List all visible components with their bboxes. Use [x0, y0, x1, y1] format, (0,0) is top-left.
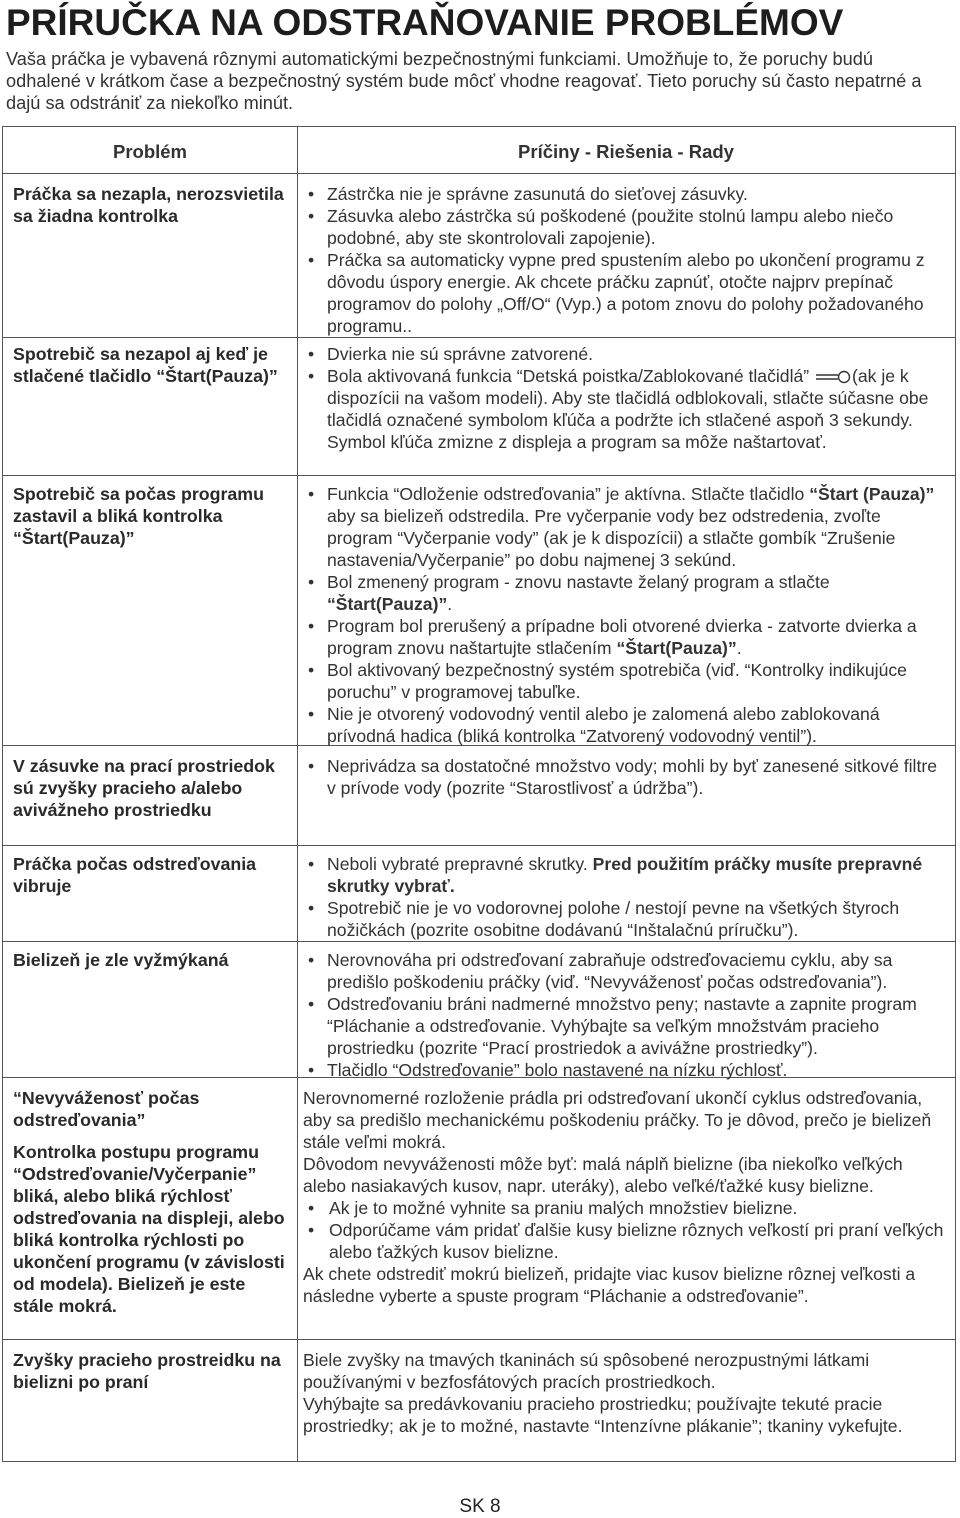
- list-item-text: Program bol prerušený a prípadne boli otvorené dvierka - zatvorte dvierka a program znovu naštartujte stlačením: [327, 616, 917, 658]
- list-item: [303, 365, 948, 453]
- paragraph: Ak chete odstrediť mokrú bielizeň, pridajte viac kusov bielizne rôznej veľkosti a následne vyberte a spuste program “Pláchanie a odstreďovanie”.: [303, 1264, 916, 1306]
- solution-cell: [303, 755, 948, 799]
- list-item: [303, 615, 948, 659]
- solution-cell: [303, 1087, 948, 1307]
- problem-cell: Spotrebič sa nezapol aj keď je stlačené tlačidlo “Štart(Pauza)”: [13, 344, 278, 386]
- problem-cell: [13, 1087, 289, 1317]
- row-divider: [3, 337, 955, 338]
- page-title: PRÍRUČKA NA ODSTRAŇOVANIE PROBLÉMOV: [6, 2, 844, 43]
- list-item-text: .: [447, 594, 453, 614]
- list-item: • Neprivádza sa dostatočné množstvo vody; mohli by byť zanesené sitkové filtre v prívode vody (pozrite “Starostlivosť a údržba”).: [303, 755, 948, 799]
- problem-cell: Spotrebič sa počas programu zastavil a bliká kontrolka “Štart(Pauza)”: [13, 484, 264, 548]
- solution-cell: [303, 949, 948, 1081]
- list-item: • Odporúčame vám pridať ďalšie kusy bielizne rôznych veľkostí pri praní veľkých alebo ťažkých kusov bielizne.: [303, 1219, 948, 1263]
- paragraph: Dôvodom nevyváženosti môže byť: malá náplň bielizne (iba niekoľko veľkých alebo nasiakavých kusov, napr. uteráky), alebo veľké/ťažké kusy bielizne.: [303, 1154, 903, 1196]
- paragraph: Nerovnomerné rozloženie prádla pri odstreďovaní ukončí cyklus odstreďovania, aby sa predišlo mechanickému poškodeniu práčky. To je dôvod, prečo je bielizeň stále veľmi mokrá.: [303, 1088, 932, 1152]
- solution-cell: [303, 483, 948, 747]
- list-item-text: (ak je k dispozícii na vašom modeli). Aby ste tlačidlá odblokovali, stlačte súčasne obe tlačidlá označené symbolom kľúča a podržte ich stlačené aspoň 3 sekundy. Symbol kľúča zmizne z displeja a program sa môže naštartovať.: [327, 366, 929, 452]
- list-item: • Zástrčka nie je správne zasunutá do sieťovej zásuvky.: [303, 183, 948, 205]
- problem-cell: V zásuvke na prací prostriedok sú zvyšky pracieho a/alebo avivážneho prostriedku: [13, 756, 275, 820]
- list-item: [303, 483, 948, 571]
- list-item-text: Funkcia “Odloženie odstreďovania” je aktívna. Stlačte tlačidlo: [327, 484, 810, 504]
- row-divider: [3, 941, 955, 942]
- list-item: • Tlačidlo “Odstreďovanie” bolo nastavené na nízku rýchlosť.: [303, 1059, 948, 1081]
- row-divider: [3, 1339, 955, 1340]
- list-item: • Bol aktivovaný bezpečnostný systém spotrebiča (viď. “Kontrolky indikujúce poruchu” v programovej tabuľke.: [303, 659, 948, 703]
- list-item: • Práčka sa automaticky vypne pred spustením alebo po ukončení programu z dôvodu úspory energie. Ak chcete práčku zapnúť, otočte najprv prepínač programov do polohy „Off/O“ (Vyp.) a potom znovu do polohy požadovaného programu..: [303, 249, 948, 337]
- problem-description: Kontrolka postupu programu “Odstreďovanie/Vyčerpanie” bliká, alebo bliká rýchlosť odstreďovania na displeji, alebo bliká kontrolka rýchlosti po ukončení programu (v závislosti od modela). Bielizeň je este stále mokrá.: [13, 1142, 285, 1316]
- row-divider: [3, 475, 955, 476]
- list-item-text: Neboli vybraté prepravné skrutky.: [327, 854, 593, 874]
- list-item: • Dvierka nie sú správne zatvorené.: [303, 343, 948, 365]
- key-icon: [814, 370, 852, 384]
- list-item-bold: “Štart (Pauza)”: [809, 484, 935, 504]
- problem-cell: Práčka sa nezapla, nerozsvietila sa žiadna kontrolka: [13, 184, 284, 226]
- list-item-bold: Pred použitím práčky musíte prepravné skrutky vybrať.: [327, 854, 923, 896]
- header-problem: Problém: [112, 141, 188, 162]
- list-item-bold: “Štart(Pauza)”: [327, 594, 448, 614]
- paragraph: Vyhýbajte sa predávkovaniu pracieho prostriedku; používajte tekuté pracie prostriedky; ak je to možné, nastavte “Intenzívne plákanie”; tkaniny vykefujte.: [303, 1394, 903, 1436]
- list-item: • Ak je to možné vyhnite sa praniu malých množstiev bielizne.: [303, 1197, 948, 1219]
- problem-cell: Práčka počas odstreďovania vibruje: [13, 854, 257, 896]
- header-solutions: Príčiny - Riešenia - Rady: [518, 141, 734, 162]
- paragraph: Biele zvyšky na tmavých tkaninách sú spôsobené nerozpustnými látkami používanými v bezfosfátových pracích prostriedkoch.: [303, 1350, 870, 1392]
- list-item: • Spotrebič nie je vo vodorovnej polohe / nestojí pevne na všetkých štyroch nožičkách (pozrite osobitne dodávanú “Inštalačnú príručku”).: [303, 897, 948, 941]
- list-item: • Odstreďovaniu bráni nadmerné množstvo peny; nastavte a zapnite program “Pláchanie a odstreďovanie. Vyhýbajte sa veľkým množstvám pracieho prostriedku (pozrite “Prací prostriedok a avivážne prostriedky”).: [303, 993, 948, 1059]
- troubleshooting-table: [2, 126, 956, 1462]
- list-item-text: Bola aktivovaná funkcia “Detská poistka/Zablokované tlačidlá”: [327, 366, 815, 386]
- list-item-bold: “Štart(Pauza)”: [616, 638, 737, 658]
- list-item-text: .: [736, 638, 742, 658]
- list-item: • Nerovnováha pri odstreďovaní zabraňuje odstreďovaciemu cyklu, aby sa predišlo poškodeniu práčky (viď. “Nevyváženosť počas odstreďovania”).: [303, 949, 948, 993]
- problem-cell: Zvyšky pracieho prostreidku na bielizni po praní: [13, 1350, 281, 1392]
- solution-cell: [303, 1349, 948, 1437]
- solution-cell: [303, 343, 948, 453]
- list-item: • Zásuvka alebo zástrčka sú poškodené (použite stolnú lampu alebo niečo podobné, aby ste skontrolovali zapojenie).: [303, 205, 948, 249]
- list-item: [303, 571, 948, 615]
- column-divider: [297, 127, 298, 1461]
- list-item: [303, 853, 948, 897]
- list-item-text: Bol zmenený program - znovu nastavte želaný program a stlačte: [327, 572, 830, 592]
- page-number: SK 8: [459, 1496, 501, 1517]
- problem-title: “Nevyváženosť počas odstreďovania”: [13, 1088, 200, 1130]
- solution-cell: [303, 183, 948, 337]
- solution-cell: [303, 853, 948, 941]
- row-divider: [3, 845, 955, 846]
- intro-text: Vaša práčka je vybavená rôznymi automatickými bezpečnostnými funkciami. Umožňuje to, že poruchy budú odhalené v krátkom čase a bezpečnostný systém bude môcť vhodne reagovať. Tieto poruchy sú často nepatrné a dajú sa odstrániť za niekoľko minút.: [6, 49, 922, 113]
- list-item-text: aby sa bielizeň odstredila. Pre vyčerpanie vody bez odstredenia, zvoľte program “Vyčerpanie vody” (ak je k dispozícii) a stlačte gombík “Zrušenie nastavenia/Vyčerpanie” po dobu najmenej 3 sekúnd.: [327, 506, 896, 570]
- header-divider: [3, 173, 955, 174]
- problem-cell: Bielizeň je zle vyžmýkaná: [13, 950, 229, 970]
- list-item: • Nie je otvorený vodovodný ventil alebo je zalomená alebo zablokovaná prívodná hadica (bliká kontrolka “Zatvorený vodovodný ventil”).: [303, 703, 948, 747]
